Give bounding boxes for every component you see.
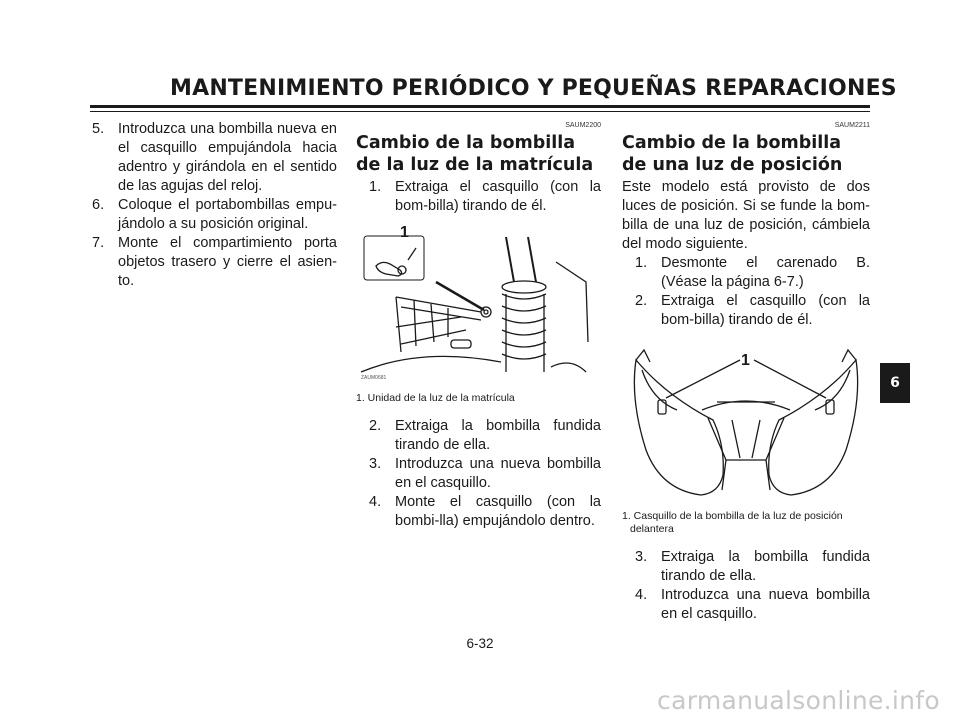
position-light-figure	[622, 340, 870, 506]
step-6	[92, 196, 337, 234]
step-number: 4.	[369, 494, 382, 510]
license-light-illustration	[356, 222, 601, 382]
step-number: 3.	[635, 549, 648, 565]
step-text: Introduzca una nueva bombilla en el casquillo.	[395, 456, 601, 491]
step-text: Extraiga la bombilla fundida tirando de ella.	[395, 418, 601, 453]
figure-callout-1: 1	[741, 352, 750, 369]
step-2	[356, 417, 601, 455]
step-number: 6.	[92, 197, 105, 213]
column-3	[622, 120, 870, 624]
section-title-position-light: Cambio de la bombilla de una luz de posición	[622, 133, 843, 175]
steps-before-figure	[622, 254, 870, 330]
steps-after-figure	[356, 417, 601, 531]
step-2	[622, 292, 870, 330]
section-title-license-light: Cambio de la bombilla de la luz de la matrícula	[356, 133, 594, 175]
license-light-figure	[356, 222, 601, 388]
step-number: 2.	[635, 293, 648, 309]
intro-paragraph: Este modelo está provisto de dos luces de posición. Si se funde la bom-billa de una luz de posición, cámbiela del modo siguiente.	[622, 179, 870, 252]
step-number: 7.	[92, 235, 105, 251]
caption-line-2: delantera	[630, 523, 674, 535]
column-1	[92, 120, 337, 291]
step-text: Extraiga el casquillo (con la bom-billa) tirando de él.	[661, 293, 870, 328]
step-4	[622, 586, 870, 624]
section-code: SAUM2200	[565, 122, 601, 129]
page-header-title: MANTENIMIENTO PERIÓDICO Y PEQUEÑAS REPARACIONES	[170, 76, 897, 101]
step-number: 1.	[635, 255, 648, 271]
step-text: Coloque el portabombillas empu-jándolo a su posición original.	[118, 197, 337, 232]
figure-code: ZAUM0681	[361, 375, 387, 381]
header-rule	[90, 105, 870, 108]
step-3	[356, 455, 601, 493]
step-text: Introduzca una nueva bombilla en el casquillo.	[661, 587, 870, 622]
section-code: SAUM2211	[834, 122, 870, 129]
figure-caption: 1. Unidad de la luz de la matrícula	[356, 392, 515, 404]
step-1	[622, 254, 870, 292]
step-7	[92, 234, 337, 291]
step-text: Monte el compartimiento porta objetos trasero y cierre el asien-to.	[118, 235, 337, 289]
caption-line-1: 1. Casquillo de la bombilla de la luz de posición	[622, 510, 843, 522]
front-fairing-illustration	[622, 340, 870, 500]
chapter-tab: 6	[880, 363, 910, 403]
column-2	[356, 120, 601, 531]
step-5	[92, 120, 337, 196]
header-rule-thin	[90, 111, 870, 112]
figure-caption	[622, 510, 870, 536]
figure-callout-1: 1	[400, 224, 409, 241]
step-text: Extraiga la bombilla fundida tirando de ella.	[661, 549, 870, 584]
step-number: 3.	[369, 456, 382, 472]
step-number: 2.	[369, 418, 382, 434]
step-number: 1.	[369, 179, 382, 195]
watermark: carmanualsonline.info	[657, 686, 940, 715]
step-number: 5.	[92, 121, 105, 137]
steps-after-figure	[622, 548, 870, 624]
step-1	[356, 178, 601, 216]
steps-before-figure	[356, 178, 601, 216]
step-text: Desmonte el carenado B. (Véase la página 6-7.)	[661, 255, 870, 290]
step-4	[356, 493, 601, 531]
step-number: 4.	[635, 587, 648, 603]
step-text: Extraiga el casquillo (con la bom-billa) tirando de él.	[395, 179, 601, 214]
step-text: Introduzca una bombilla nueva en el casquillo empujándola hacia adentro y girándola en el sentido de las agujas del reloj.	[118, 121, 337, 194]
step-3	[622, 548, 870, 586]
page-number: 6-32	[466, 636, 494, 651]
step-text: Monte el casquillo (con la bombi-lla) empujándolo dentro.	[395, 494, 601, 529]
